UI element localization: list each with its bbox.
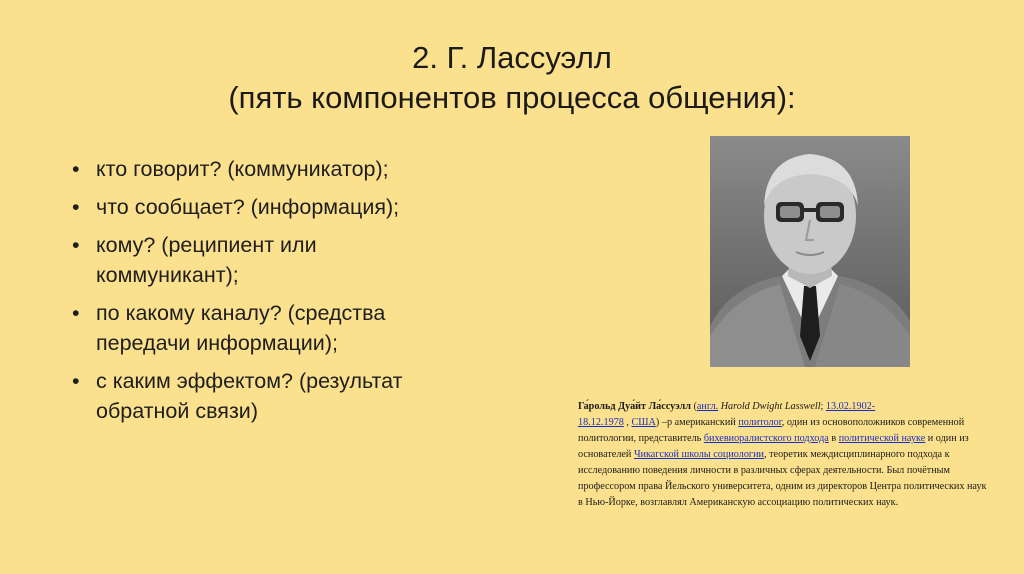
bullet-line: • с каким эффектом? (результат [96, 369, 403, 393]
caption-text: и один из основателей [578, 433, 969, 460]
caption-text: , теоретик междисциплинарного подхода к исследованию поведения личности в различных сферах деятельности. Был почётным профессором права Йельского университета, одним из директоров Центра политических наук в Нью-Йорке, возглавлял Американскую ассоциацию политических наук. [578, 449, 987, 508]
bullet-item [72, 298, 502, 358]
bullet-line: коммуникант); [96, 263, 239, 287]
title-line-2: (пять компонентов процесса общения): [228, 80, 796, 115]
portrait-illustration [710, 136, 910, 367]
link-birth-date[interactable]: 13.02.1902- [825, 401, 876, 412]
person-name: Га́рольд Дуа́йт Ла́ссуэлл [578, 401, 691, 412]
caption-text: в [828, 433, 839, 444]
caption-text: ( [690, 401, 697, 412]
caption-text: ) –р американский [655, 417, 739, 428]
bullet-line: • по какому каналу? (средства [96, 301, 386, 325]
portrait-photo [710, 136, 910, 367]
bullet-line: • что сообщает? (информация); [96, 195, 400, 219]
bullet-line: передачи информации); [96, 331, 338, 355]
bullet-line: • кто говорит? (коммуникатор); [96, 157, 389, 181]
bullet-item [72, 230, 502, 290]
link-death-date[interactable]: 18.12.1978 [578, 417, 624, 428]
link-politolog[interactable]: политолог [738, 417, 782, 428]
biography-caption [578, 399, 988, 511]
caption-text: ; [820, 401, 826, 412]
caption-text: , [623, 417, 632, 428]
bullet-line: обратной связи) [96, 399, 258, 423]
bullet-item [72, 366, 502, 426]
link-chicago-school[interactable]: Чикагской школы социологии [633, 449, 765, 460]
link-usa[interactable]: США [631, 417, 656, 428]
english-name: Harold Dwight Lasswell [720, 401, 821, 412]
link-engl[interactable]: англ. [696, 401, 719, 412]
title-line-1: 2. Г. Лассуэлл [412, 40, 612, 75]
caption-text: , один из основоположников современной политологии, представитель [578, 417, 965, 444]
slide-title [60, 38, 964, 118]
link-behavioral-approach[interactable]: бихевиоралистского подхода [703, 433, 829, 444]
bullet-line: • кому? (реципиент или [96, 233, 317, 257]
bullet-item [72, 192, 502, 222]
bullet-item [72, 154, 502, 184]
link-political-science[interactable]: политической науке [838, 433, 926, 444]
bullet-list [72, 154, 502, 434]
